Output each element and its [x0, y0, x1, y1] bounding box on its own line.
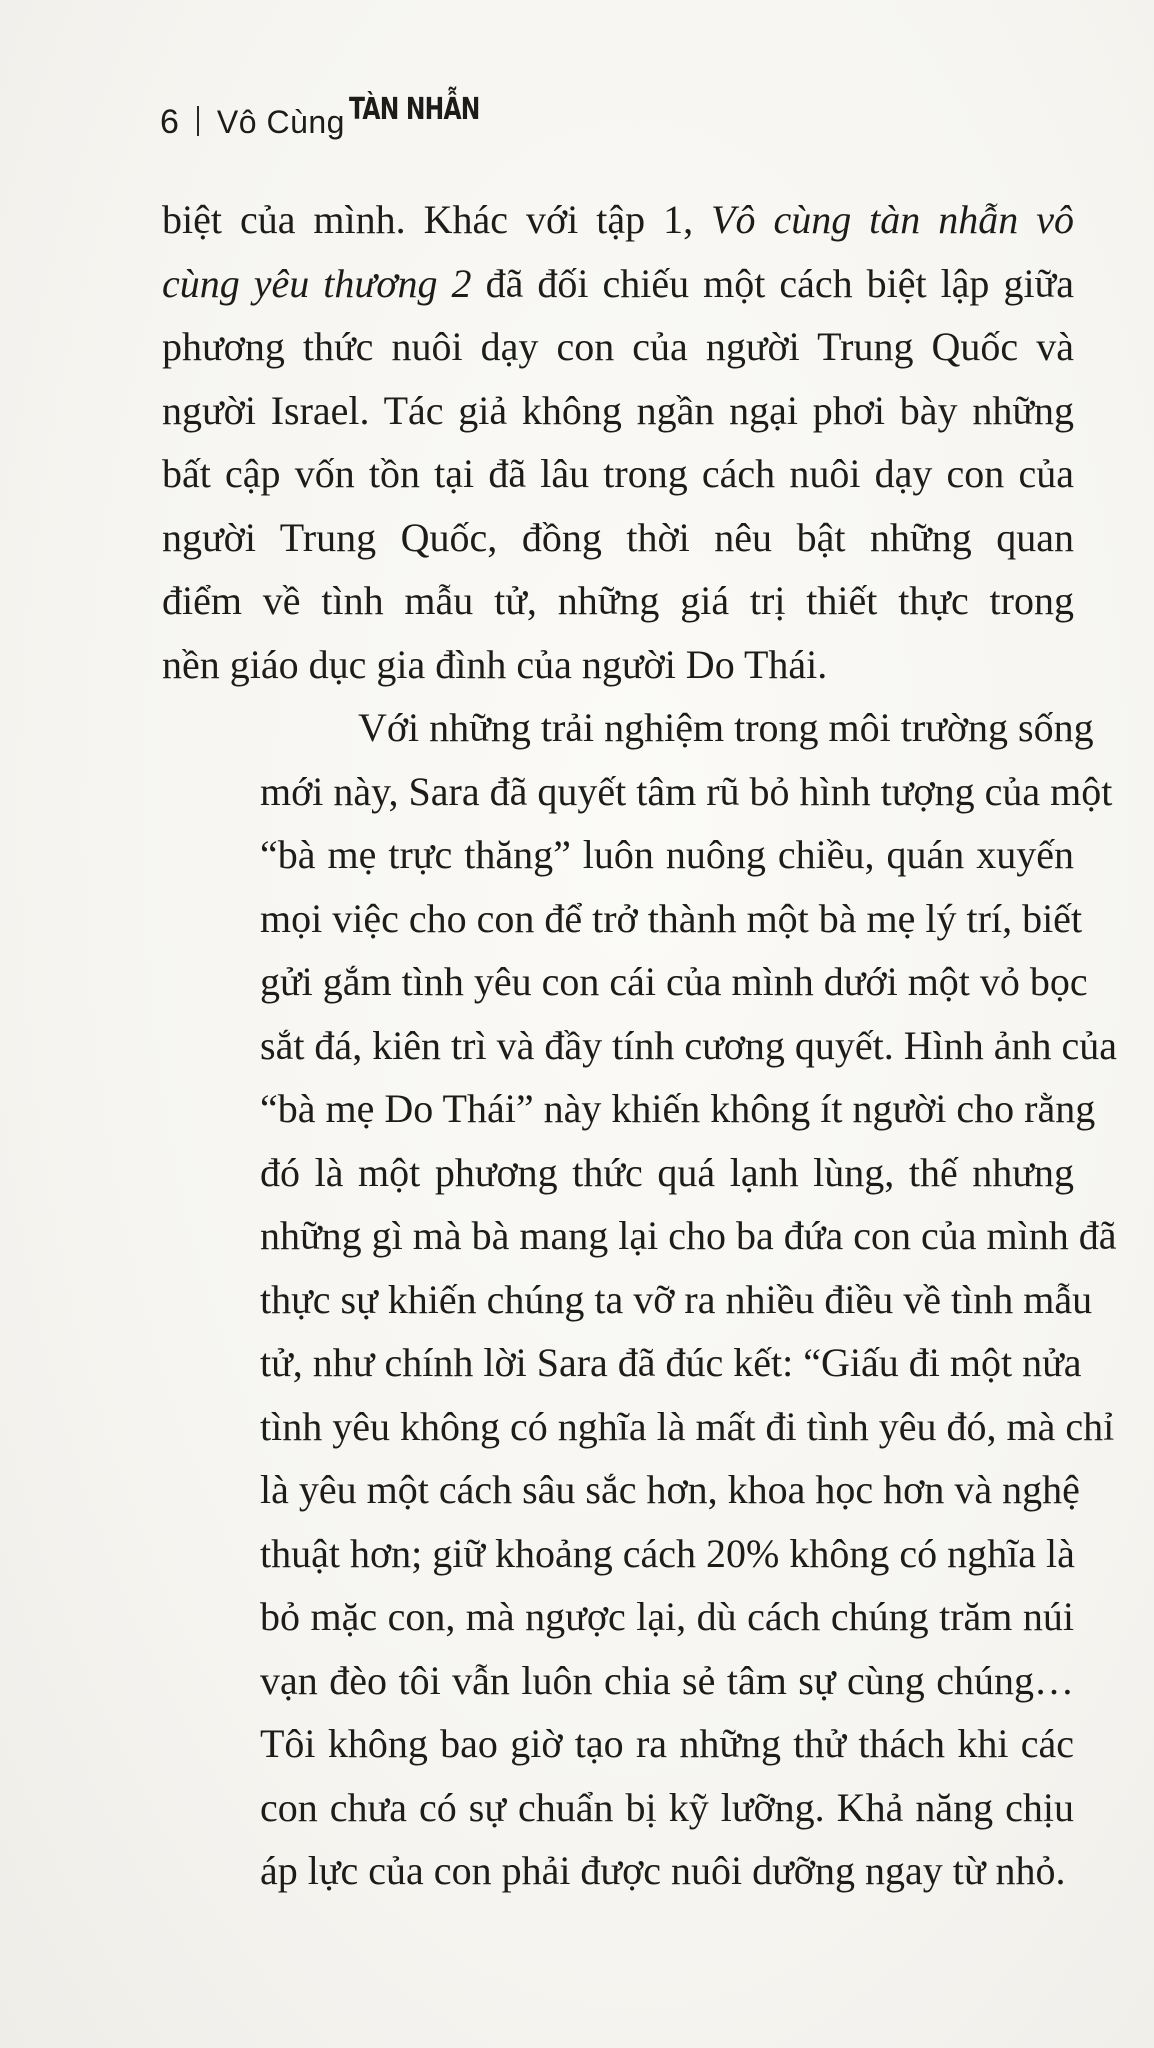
header-separator [197, 106, 199, 136]
text-line: là yêu một cách sâu sắc hơn, khoa học hơn và nghệ [260, 1467, 1080, 1512]
text-line: “bà mẹ trực thăng” luôn nuông chiều, quán xuyến [260, 832, 1074, 877]
text-line: nền giáo dục gia đình của người Do Thái. [162, 641, 828, 687]
text-line: Với những trải nghiệm trong môi trường sống [358, 705, 1094, 750]
text-line: mọi việc cho con để trở thành một bà mẹ lý trí, biết [260, 895, 1083, 941]
text-line: phương thức nuôi dạy con của người Trung Quốc và [162, 324, 1074, 369]
text-line: cùng yêu thương 2 đã đối chiếu một cách biệt lập giữa [162, 260, 1074, 306]
text-line: gửi gắm tình yêu con cái của mình dưới một vỏ bọc [260, 959, 1088, 1004]
text-line: người Israel. Tác giả không ngần ngại phơi bày những [162, 387, 1074, 433]
text-line: thực sự khiến chúng ta vỡ ra nhiều điều về tình mẫu [260, 1276, 1093, 1322]
text-line: vạn đèo tôi vẫn luôn chia sẻ tâm sự cùng chúng… [260, 1657, 1074, 1703]
body-text [162, 188, 1118, 1903]
book-title-prefix: Vô Cùng [216, 104, 345, 140]
text-line: thuật hơn; giữ khoảng cách 20% không có nghĩa là [260, 1530, 1075, 1576]
page-number: 6 [160, 103, 179, 141]
text-line: “bà mẹ Do Thái” này khiến không ít người cho rằng [260, 1086, 1096, 1131]
text-line: mới này, Sara đã quyết tâm rũ bỏ hình tượng của một [260, 768, 1113, 814]
text-line: điểm về tình mẫu tử, những giá trị thiết thực trong [162, 578, 1074, 623]
italic-book-title: Vô cùng tàn nhẫn vô [711, 197, 1074, 242]
text-line: những gì mà bà mang lại cho ba đứa con của mình đã [260, 1213, 1117, 1258]
text-line: đó là một phương thức quá lạnh lùng, thế nhưng [260, 1149, 1074, 1195]
paragraph-2 [162, 696, 1118, 1903]
italic-book-title: cùng yêu thương 2 [162, 260, 472, 306]
text-line: người Trung Quốc, đồng thời nêu bật những quan [162, 514, 1074, 560]
running-header [160, 92, 516, 142]
text-line: bất cập vốn tồn tại đã lâu trong cách nuôi dạy con của [162, 451, 1074, 496]
paragraph-1 [162, 188, 1074, 696]
text-line: tử, như chính lời Sara đã đúc kết: “Giấu đi một nửa [260, 1340, 1082, 1385]
text-line: biệt của mình. Khác với tập 1, Vô cùng tàn nhẫn vô [162, 197, 1074, 242]
text-line: Tôi không bao giờ tạo ra những thử thách khi các [260, 1721, 1074, 1766]
text-line: áp lực của con phải được nuôi dưỡng ngay từ nhỏ. [260, 1848, 1066, 1893]
text-line: con chưa có sự chuẩn bị kỹ lưỡng. Khả năng chịu [260, 1784, 1074, 1830]
book-title-brand: TÀN NHẪN [348, 92, 480, 127]
text-line: tình yêu không có nghĩa là mất đi tình yêu đó, mà chỉ [260, 1403, 1115, 1449]
text-line: bỏ mặc con, mà ngược lại, dù cách chúng trăm núi [260, 1594, 1074, 1639]
text-line: sắt đá, kiên trì và đầy tính cương quyết. Hình ảnh của [260, 1022, 1118, 1068]
